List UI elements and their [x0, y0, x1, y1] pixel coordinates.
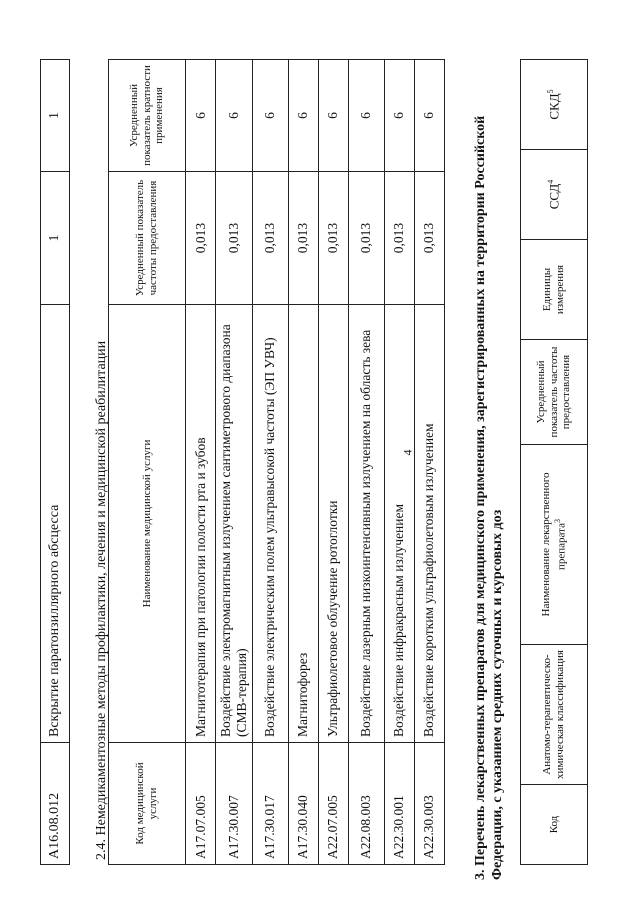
header-code: Код медицинской услуги — [109, 743, 186, 865]
table-header-row — [521, 60, 588, 865]
header-multiplicity: Усредненный показатель кратности применения — [109, 60, 186, 172]
service-name: Воздействие инфракрасным излучением — [384, 305, 414, 743]
service-name: Ультрафиолетовое облучение ротоглотки — [318, 305, 348, 743]
header-ssd — [521, 150, 588, 240]
footnote-ref: 3 — [552, 519, 562, 524]
multiplicity-value: 6 — [348, 60, 384, 172]
service-code: A17.30.017 — [252, 743, 288, 865]
table-row — [348, 60, 384, 865]
continuation-table — [40, 59, 70, 865]
header-frequency: Усредненный показатель частоты предоставления — [521, 340, 588, 445]
frequency-value: 0,013 — [348, 172, 384, 305]
header-drug-label: Наименование лекарственного препарата — [540, 472, 568, 617]
frequency-value: 0,013 — [216, 172, 253, 305]
table-row — [414, 60, 444, 865]
multiplicity-value: 6 — [318, 60, 348, 172]
section-2-4-title: 2.4. Немедикаментозные методы профилактики, лечения и медицинской реабилитации — [94, 340, 109, 860]
service-code: A17.30.040 — [288, 743, 318, 865]
frequency-value: 0,013 — [186, 172, 216, 305]
header-skd — [521, 60, 588, 150]
service-code: A22.08.003 — [348, 743, 384, 865]
frequency-value: 0,013 — [288, 172, 318, 305]
service-code: A22.07.005 — [318, 743, 348, 865]
multiplicity-value: 1 — [41, 60, 70, 172]
service-code: A22.30.001 — [384, 743, 414, 865]
table-row — [41, 60, 70, 865]
footnote-ref: 4 — [545, 179, 555, 184]
service-code: A22.30.003 — [414, 743, 444, 865]
service-name: Магнитотерапия при патологии полости рта и зубов — [186, 305, 216, 743]
services-table — [108, 59, 445, 865]
header-frequency: Усредненный показатель частоты предоставления — [109, 172, 186, 305]
header-name: Наименование медицинской услуги — [109, 305, 186, 743]
header-units: Единицы измерения — [521, 240, 588, 340]
section-3-title: 3. Перечень лекарственных препаратов для медицинского применения, зарегистрированных на территории Российской Федерации, с указанием средних суточных и курсовых доз — [473, 115, 506, 880]
multiplicity-value: 6 — [288, 60, 318, 172]
multiplicity-value: 6 — [414, 60, 444, 172]
service-code: A17.30.007 — [216, 743, 253, 865]
service-code: A16.08.012 — [41, 743, 70, 865]
service-name: Воздействие электромагнитным излучением сантиметрового диапазона (СМВ-терапия) — [216, 305, 253, 743]
service-name: Воздействие коротким ультрафиолетовым излучением — [414, 305, 444, 743]
multiplicity-value: 6 — [216, 60, 253, 172]
frequency-value: 0,013 — [252, 172, 288, 305]
header-ssd-label: ССД — [546, 183, 562, 210]
drugs-table — [520, 59, 588, 865]
page-number: 4 — [400, 449, 415, 456]
multiplicity-value: 6 — [186, 60, 216, 172]
table-row — [186, 60, 216, 865]
multiplicity-value: 6 — [384, 60, 414, 172]
frequency-value: 0,013 — [318, 172, 348, 305]
header-code: Код — [521, 785, 588, 865]
service-code: A17.07.005 — [186, 743, 216, 865]
table-header-row — [109, 60, 186, 865]
table-row — [384, 60, 414, 865]
service-name: Магнитофорез — [288, 305, 318, 743]
frequency-value: 0,013 — [384, 172, 414, 305]
multiplicity-value: 6 — [252, 60, 288, 172]
header-skd-label: СКД — [546, 93, 562, 120]
service-name: Воздействие лазерным низкоинтенсивным излучением на область зева — [348, 305, 384, 743]
rotated-content — [20, 20, 620, 900]
table-row — [318, 60, 348, 865]
service-name: Воздействие электрическим полем ультравысокой частоты (ЭП УВЧ) — [252, 305, 288, 743]
frequency-value: 0,013 — [414, 172, 444, 305]
frequency-value: 1 — [41, 172, 70, 305]
table-row — [288, 60, 318, 865]
service-name: Вскрытие паратонзиллярного абсцесса — [41, 305, 70, 743]
header-atc: Анатомо-терапевтическо-химическая классификация — [521, 645, 588, 785]
header-drug — [521, 445, 588, 645]
table-row — [216, 60, 253, 865]
footnote-ref: 5 — [545, 89, 555, 94]
table-row — [252, 60, 288, 865]
